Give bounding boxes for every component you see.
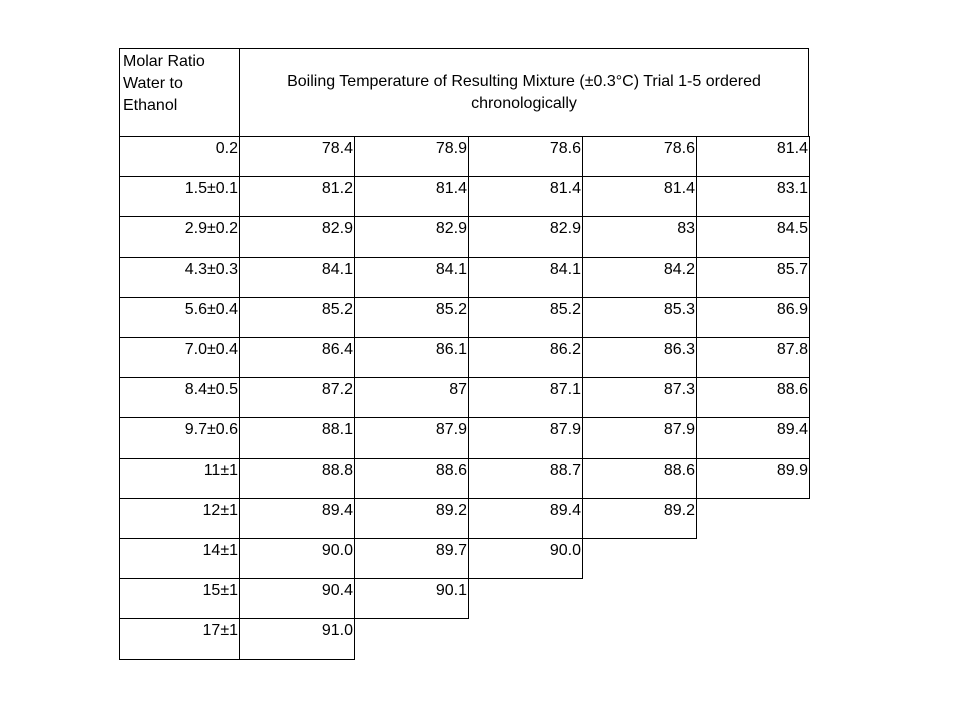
trial-4-temperature-cell: 78.6 [582, 136, 697, 177]
trial-5-temperature-cell: 89.9 [696, 458, 810, 499]
trial-3-temperature-cell: 84.1 [468, 257, 583, 298]
ratio-cell: 11±1 [119, 458, 240, 499]
trial-4-temperature-cell: 88.6 [582, 458, 697, 499]
trial-2-temperature-cell: 87 [354, 377, 469, 418]
trial-1-temperature-cell: 87.2 [239, 377, 355, 418]
trial-1-temperature-cell: 78.4 [239, 136, 355, 177]
trial-5-temperature-cell: 88.6 [696, 377, 810, 418]
trial-3-temperature-cell: 85.2 [468, 297, 583, 338]
column-group-header-boiling-temperature: Boiling Temperature of Resulting Mixture (±0.3°C) Trial 1-5 ordered chronologically [239, 48, 809, 137]
trial-2-temperature-cell: 90.1 [354, 578, 469, 619]
trial-1-temperature-cell: 90.0 [239, 538, 355, 579]
trial-1-temperature-cell: 86.4 [239, 337, 355, 378]
ratio-cell: 5.6±0.4 [119, 297, 240, 338]
trial-2-temperature-cell: 85.2 [354, 297, 469, 338]
ratio-cell: 14±1 [119, 538, 240, 579]
trial-3-temperature-cell: 82.9 [468, 216, 583, 258]
ratio-cell: 1.5±0.1 [119, 176, 240, 217]
trial-5-temperature-cell: 87.8 [696, 337, 810, 378]
trial-5-temperature-cell: 85.7 [696, 257, 810, 298]
trial-2-temperature-cell: 86.1 [354, 337, 469, 378]
ratio-cell: 2.9±0.2 [119, 216, 240, 258]
trial-1-temperature-cell: 81.2 [239, 176, 355, 217]
trial-3-temperature-cell: 87.9 [468, 417, 583, 459]
trial-5-temperature-cell: 81.4 [696, 136, 810, 177]
trial-4-temperature-cell: 86.3 [582, 337, 697, 378]
trial-4-temperature-cell: 85.3 [582, 297, 697, 338]
ratio-cell: 17±1 [119, 618, 240, 660]
trial-1-temperature-cell: 88.1 [239, 417, 355, 459]
trial-3-temperature-cell: 88.7 [468, 458, 583, 499]
trial-2-temperature-cell: 78.9 [354, 136, 469, 177]
trial-3-temperature-cell: 90.0 [468, 538, 583, 579]
trial-4-temperature-cell: 84.2 [582, 257, 697, 298]
ratio-cell: 7.0±0.4 [119, 337, 240, 378]
trial-2-temperature-cell: 89.2 [354, 498, 469, 539]
trial-4-temperature-cell: 87.9 [582, 417, 697, 459]
row-header-molar-ratio: Molar Ratio Water to Ethanol [119, 48, 240, 137]
trial-1-temperature-cell: 88.8 [239, 458, 355, 499]
trial-2-temperature-cell: 89.7 [354, 538, 469, 579]
trial-2-temperature-cell: 88.6 [354, 458, 469, 499]
trial-3-temperature-cell: 78.6 [468, 136, 583, 177]
ratio-cell: 12±1 [119, 498, 240, 539]
trial-4-temperature-cell: 83 [582, 216, 697, 258]
trial-5-temperature-cell: 84.5 [696, 216, 810, 258]
trial-4-temperature-cell: 89.2 [582, 498, 697, 539]
trial-1-temperature-cell: 90.4 [239, 578, 355, 619]
trial-5-temperature-cell: 83.1 [696, 176, 810, 217]
trial-3-temperature-cell: 87.1 [468, 377, 583, 418]
trial-4-temperature-cell: 87.3 [582, 377, 697, 418]
trial-2-temperature-cell: 82.9 [354, 216, 469, 258]
trial-1-temperature-cell: 82.9 [239, 216, 355, 258]
ratio-cell: 4.3±0.3 [119, 257, 240, 298]
ratio-cell: 0.2 [119, 136, 240, 177]
trial-5-temperature-cell: 89.4 [696, 417, 810, 459]
trial-2-temperature-cell: 87.9 [354, 417, 469, 459]
trial-4-temperature-cell: 81.4 [582, 176, 697, 217]
trial-3-temperature-cell: 86.2 [468, 337, 583, 378]
trial-2-temperature-cell: 81.4 [354, 176, 469, 217]
ratio-cell: 9.7±0.6 [119, 417, 240, 459]
trial-1-temperature-cell: 85.2 [239, 297, 355, 338]
trial-1-temperature-cell: 91.0 [239, 618, 355, 660]
trial-3-temperature-cell: 89.4 [468, 498, 583, 539]
ratio-cell: 8.4±0.5 [119, 377, 240, 418]
trial-5-temperature-cell: 86.9 [696, 297, 810, 338]
trial-1-temperature-cell: 84.1 [239, 257, 355, 298]
ratio-cell: 15±1 [119, 578, 240, 619]
trial-3-temperature-cell: 81.4 [468, 176, 583, 217]
trial-1-temperature-cell: 89.4 [239, 498, 355, 539]
trial-2-temperature-cell: 84.1 [354, 257, 469, 298]
